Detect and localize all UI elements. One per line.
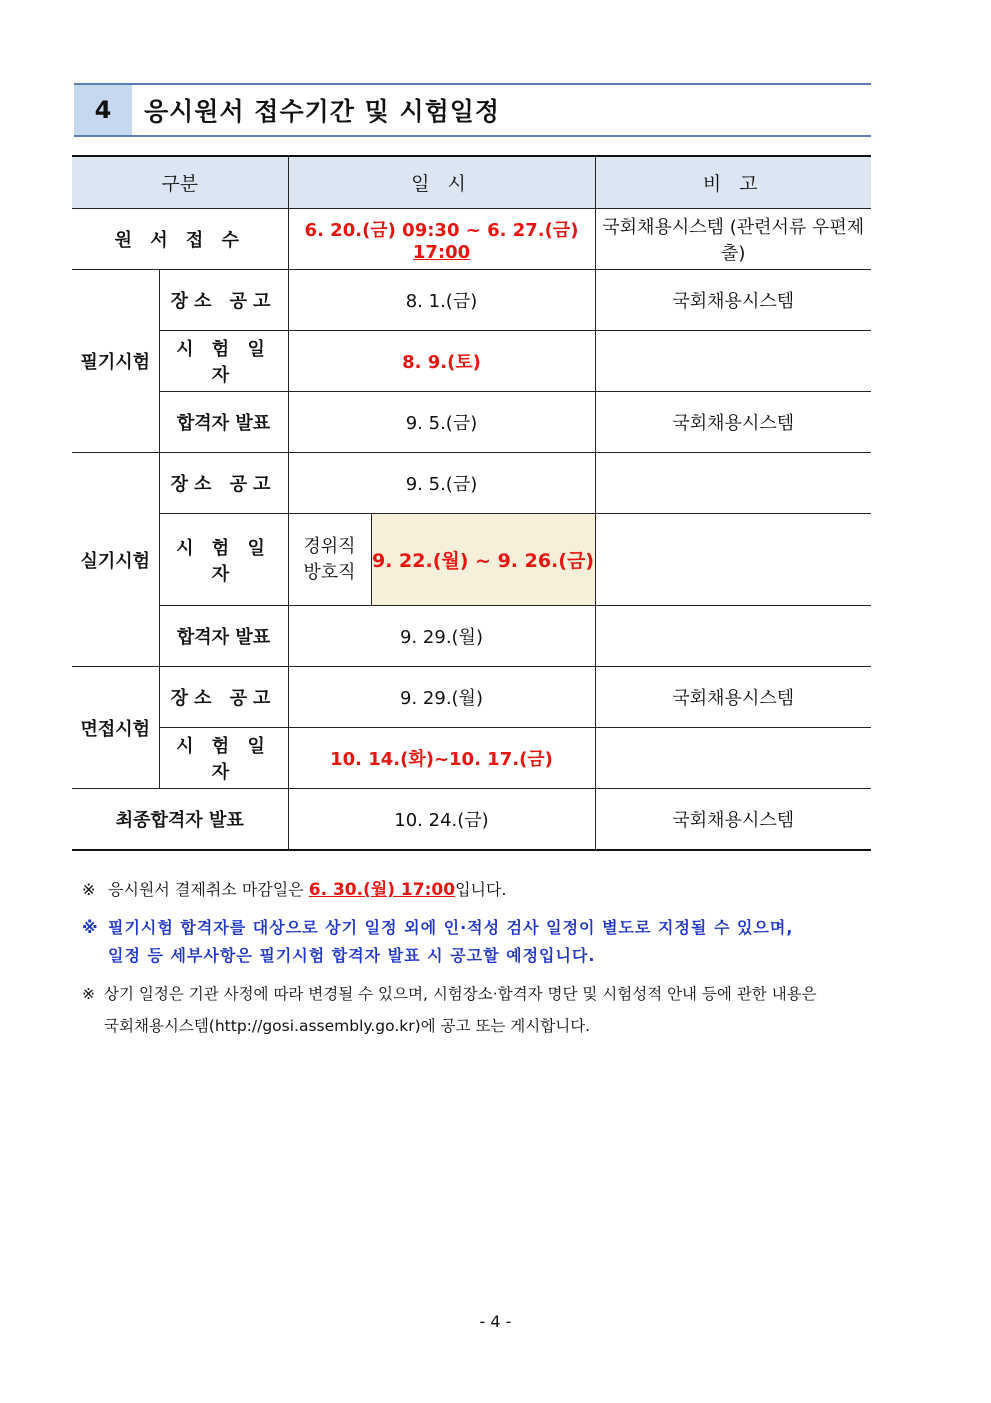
interview-date-1: 9. 29.(월) [288, 667, 595, 728]
table-row [72, 667, 871, 728]
note3-line2: 국회채용시스템(http://gosi.assembly.go.kr)에 공고 또는 게시합니다. [104, 1017, 591, 1035]
interview-remark-2 [595, 728, 871, 789]
table-header-row [72, 156, 871, 209]
table-row [72, 514, 871, 606]
note1-text-a: 응시원서 결제취소 마감일은 [108, 880, 309, 899]
interview-label: 면접시험 [72, 667, 159, 789]
page-number: - 4 - [479, 1312, 512, 1331]
header-category: 구분 [72, 156, 288, 209]
table-row [72, 606, 871, 667]
schedule-table [72, 155, 871, 851]
final-label: 최종합격자 발표 [72, 789, 288, 850]
section-header [74, 83, 871, 137]
written-date-3: 9. 5.(금) [288, 392, 595, 453]
practical-remark-3 [595, 606, 871, 667]
table-row-final [72, 789, 871, 850]
written-remark-2 [595, 331, 871, 392]
application-date-start: 6. 20.(금) 09:30 ~ 6. 27.(금) [304, 219, 579, 241]
header-date: 일 시 [288, 156, 595, 209]
header-remarks: 비 고 [595, 156, 871, 209]
note-mark: ※ [82, 880, 96, 899]
practical-label: 실기시험 [72, 453, 159, 667]
written-remark-3: 국회채용시스템 [595, 392, 871, 453]
application-label: 원 서 접 수 [72, 209, 288, 270]
application-date [288, 209, 595, 270]
section-number: 4 [74, 85, 132, 135]
application-remark: 국회채용시스템 (관련서류 우편제출) [595, 209, 871, 270]
written-item-1: 장소 공고 [159, 270, 288, 331]
interview-item-2: 시 험 일 자 [159, 728, 288, 789]
practical-item-3: 합격자 발표 [159, 606, 288, 667]
table-row-application [72, 209, 871, 270]
final-date: 10. 24.(금) [288, 789, 595, 850]
interview-item-1: 장소 공고 [159, 667, 288, 728]
table-row [72, 728, 871, 789]
application-date-end-time: 17:00 [412, 241, 471, 263]
note-schedule-change [82, 978, 817, 1042]
interview-date-2: 10. 14.(화)~10. 17.(금) [288, 728, 595, 789]
written-item-2: 시 험 일 자 [159, 331, 288, 392]
note-aptitude-test [82, 914, 793, 970]
practical-item-1: 장소 공고 [159, 453, 288, 514]
practical-remark-2 [595, 514, 871, 606]
section-title: 응시원서 접수기간 및 시험일정 [144, 97, 501, 126]
subgroup-police: 경위직 [303, 535, 356, 557]
note-mark: ※ [82, 918, 99, 937]
table-row [72, 331, 871, 392]
note1-deadline: 6. 30.(월) 17:00 [308, 880, 456, 900]
note2-line1: 필기시험 합격자를 대상으로 상기 일정 외에 인·적성 검사 일정이 별도로 지정될 수 있으며, [108, 918, 794, 937]
subgroup-security: 방호직 [303, 561, 356, 583]
note1-text-c: 입니다. [455, 880, 507, 899]
practical-date-3: 9. 29.(월) [288, 606, 595, 667]
table-row [72, 392, 871, 453]
note3-line1: 상기 일정은 기관 사정에 따라 변경될 수 있으며, 시험장소·합격자 명단 및 시험성적 안내 등에 관한 내용은 [104, 985, 817, 1003]
written-date-1: 8. 1.(금) [288, 270, 595, 331]
table-row [72, 270, 871, 331]
practical-item-2: 시 험 일 자 [159, 514, 288, 606]
practical-date-1: 9. 5.(금) [288, 453, 595, 514]
written-date-2: 8. 9.(토) [288, 331, 595, 392]
note-cancel-deadline [82, 876, 507, 904]
written-item-3: 합격자 발표 [159, 392, 288, 453]
practical-date-2: 9. 22.(월) ~ 9. 26.(금) [371, 514, 595, 606]
note-mark: ※ [82, 985, 95, 1003]
written-remark-1: 국회채용시스템 [595, 270, 871, 331]
note2-line2: 일정 등 세부사항은 필기시험 합격자 발표 시 공고할 예정입니다. [108, 946, 596, 965]
written-label: 필기시험 [72, 270, 159, 453]
practical-subgroups [288, 514, 371, 606]
table-row [72, 453, 871, 514]
interview-remark-1: 국회채용시스템 [595, 667, 871, 728]
final-remark: 국회채용시스템 [595, 789, 871, 850]
practical-remark-1 [595, 453, 871, 514]
